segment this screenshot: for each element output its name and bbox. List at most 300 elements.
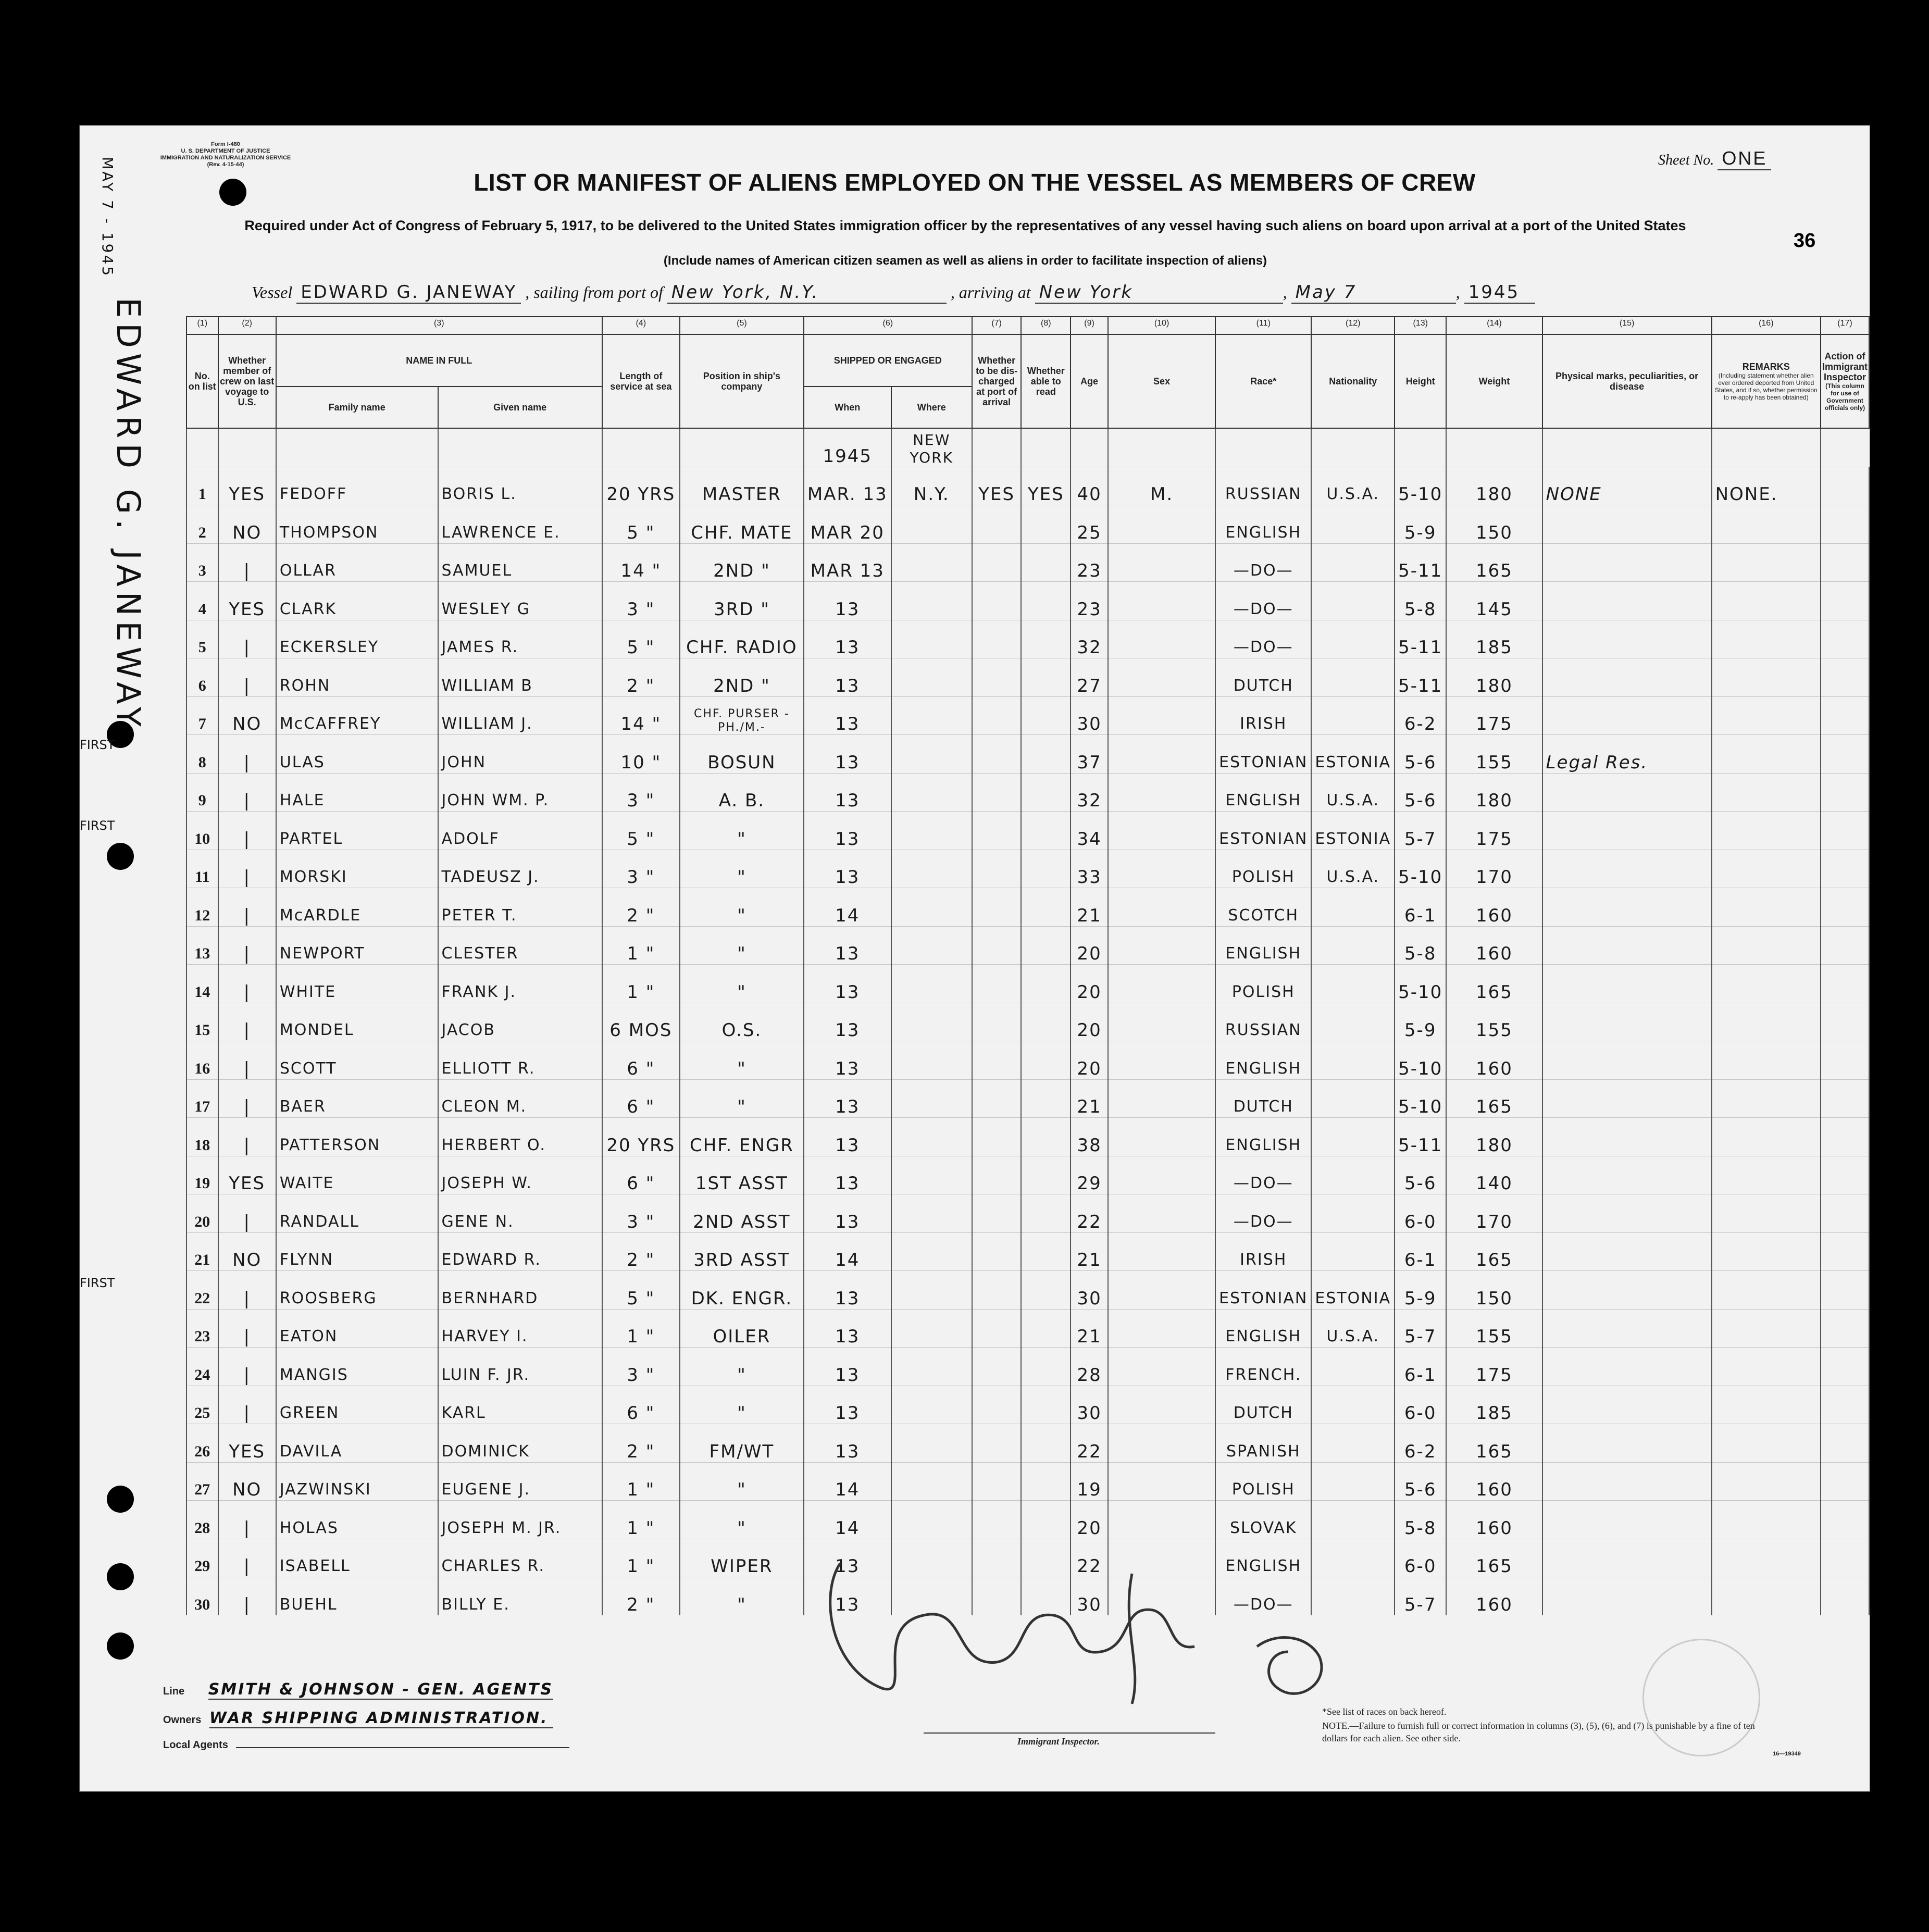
given-name-cell: GENE N. [438, 1194, 602, 1233]
header-prev-voyage: Whether member of crew on last voyage to U.S. [218, 334, 276, 428]
physical-marks-cell [1542, 1577, 1712, 1615]
race-cell: DUTCH [1215, 1386, 1311, 1424]
prev-voyage-cell: | [218, 1386, 276, 1424]
where-cell [891, 1309, 972, 1348]
service-length-cell: 5 " [602, 620, 680, 658]
when-cell: 13 [804, 965, 891, 1003]
where-annotation: NEW YORK [891, 428, 972, 467]
age-cell: 21 [1071, 1309, 1108, 1348]
weight-cell: 160 [1446, 888, 1542, 927]
height-cell: 6-0 [1395, 1194, 1446, 1233]
position-cell: " [680, 812, 804, 850]
position-cell: CHF. PURSER -PH./M.- [680, 696, 804, 735]
height-cell: 5-10 [1395, 965, 1446, 1003]
header-action-title: Action of Immigrant Inspector [1822, 351, 1868, 382]
where-cell [891, 965, 972, 1003]
remarks-cell [1712, 1386, 1821, 1424]
arrival-year: 1945 [1464, 282, 1535, 304]
when-cell: 13 [804, 812, 891, 850]
family-name-cell: HOLAS [276, 1501, 438, 1539]
document-title: LIST OR MANIFEST OF ALIENS EMPLOYED ON THE VESSEL AS MEMBERS OF CREW [474, 169, 1476, 196]
family-name-cell: CLARK [276, 582, 438, 620]
row-number: 18 [186, 1118, 218, 1156]
remarks-cell [1712, 1348, 1821, 1386]
able-read-cell [1021, 1156, 1071, 1194]
when-cell: 13 [804, 773, 891, 812]
weight-cell: 180 [1446, 1118, 1542, 1156]
family-name-cell: NEWPORT [276, 926, 438, 965]
prev-voyage-cell: | [218, 1577, 276, 1615]
race-cell: RUSSIAN [1215, 467, 1311, 505]
header-where: Where [891, 387, 972, 428]
when-cell: 13 [804, 1348, 891, 1386]
inspector-action-cell [1821, 1424, 1869, 1463]
crew-row [186, 1348, 1869, 1386]
row-number: 23 [186, 1309, 218, 1348]
age-cell: 23 [1071, 543, 1108, 582]
discharge-cell [972, 1079, 1022, 1118]
position-cell: CHF. RADIO [680, 620, 804, 658]
service-length-cell: 3 " [602, 1194, 680, 1233]
remarks-cell [1712, 543, 1821, 582]
physical-marks-cell [1542, 1041, 1712, 1080]
age-cell: 19 [1071, 1462, 1108, 1501]
row-number: 1 [186, 467, 218, 505]
sex-cell [1108, 582, 1215, 620]
nationality-cell: U.S.A. [1311, 1309, 1395, 1348]
service-length-cell: 20 YRS [602, 1118, 680, 1156]
able-read-cell [1021, 850, 1071, 888]
remarks-cell [1712, 1501, 1821, 1539]
header-able-read: Whether able to read [1021, 334, 1071, 428]
height-cell: 5-7 [1395, 812, 1446, 850]
able-read-cell [1021, 1079, 1071, 1118]
service-length-cell: 5 " [602, 1271, 680, 1310]
given-name-cell: EDWARD R. [438, 1232, 602, 1271]
height-cell: 5-6 [1395, 1462, 1446, 1501]
family-name-cell: WAITE [276, 1156, 438, 1194]
given-name-cell: BILLY E. [438, 1577, 602, 1615]
prev-voyage-cell: | [218, 888, 276, 927]
column-number: (12) [1311, 317, 1395, 334]
prev-voyage-cell: | [218, 773, 276, 812]
document-note: (Include names of American citizen seamen as well as aliens in order to facilitate inspection of aliens) [663, 254, 1267, 268]
margin-date-stamp: MAY 7 - 1945 [99, 157, 116, 278]
age-cell: 22 [1071, 1194, 1108, 1233]
row-number: 22 [186, 1271, 218, 1310]
inspector-action-cell [1821, 467, 1869, 505]
able-read-cell [1021, 696, 1071, 735]
given-name-cell: SAMUEL [438, 543, 602, 582]
sex-cell [1108, 658, 1215, 697]
where-cell: N.Y. [891, 467, 972, 505]
race-cell: —DO— [1215, 543, 1311, 582]
able-read-cell [1021, 1232, 1071, 1271]
discharge-cell [972, 543, 1022, 582]
column-number: (11) [1215, 317, 1311, 334]
crew-row [186, 1424, 1869, 1463]
able-read-cell [1021, 658, 1071, 697]
arriving-label: , arriving at [950, 283, 1031, 302]
where-cell [891, 926, 972, 965]
crew-row [186, 467, 1869, 505]
discharge-cell [972, 773, 1022, 812]
family-name-cell: McARDLE [276, 888, 438, 927]
sex-cell [1108, 1348, 1215, 1386]
age-cell: 30 [1071, 1386, 1108, 1424]
service-length-cell: 6 " [602, 1041, 680, 1080]
when-cell: 13 [804, 1041, 891, 1080]
service-length-cell: 2 " [602, 1424, 680, 1463]
form-code: 16—19349 [1773, 1751, 1801, 1757]
inspector-action-cell [1821, 543, 1869, 582]
sex-cell [1108, 850, 1215, 888]
punch-hole [107, 1486, 134, 1513]
family-name-cell: FLYNN [276, 1232, 438, 1271]
header-age: Age [1071, 334, 1108, 428]
nationality-cell [1311, 1386, 1395, 1424]
given-name-cell: EUGENE J. [438, 1462, 602, 1501]
remarks-cell [1712, 1462, 1821, 1501]
column-number: (17) [1821, 317, 1869, 334]
nationality-cell [1311, 620, 1395, 658]
remarks-cell [1712, 812, 1821, 850]
where-cell [891, 735, 972, 774]
when-cell: MAR 20 [804, 505, 891, 544]
row-number: 16 [186, 1041, 218, 1080]
able-read-cell [1021, 1194, 1071, 1233]
weight-cell: 155 [1446, 735, 1542, 774]
given-name-cell: JACOB [438, 1003, 602, 1041]
where-cell [891, 543, 972, 582]
crew-row [186, 505, 1869, 544]
row-number: 29 [186, 1539, 218, 1577]
able-read-cell [1021, 965, 1071, 1003]
service-length-cell: 1 " [602, 1539, 680, 1577]
prev-voyage-cell: YES [218, 1424, 276, 1463]
where-cell [891, 1194, 972, 1233]
prev-voyage-cell: | [218, 543, 276, 582]
family-name-cell: HALE [276, 773, 438, 812]
sex-cell [1108, 1194, 1215, 1233]
sex-cell [1108, 1118, 1215, 1156]
inspector-action-cell [1821, 505, 1869, 544]
owners-value: WAR SHIPPING ADMINISTRATION. [209, 1709, 553, 1728]
remarks-cell [1712, 1079, 1821, 1118]
prev-voyage-cell: | [218, 1079, 276, 1118]
sailing-port: New York, N.Y. [667, 282, 947, 304]
height-cell: 5-7 [1395, 1309, 1446, 1348]
position-cell: 2ND " [680, 658, 804, 697]
family-name-cell: PATTERSON [276, 1118, 438, 1156]
footer-owners [163, 1709, 553, 1728]
where-cell [891, 1156, 972, 1194]
prev-voyage-cell: YES [218, 1156, 276, 1194]
able-read-cell: YES [1021, 467, 1071, 505]
prev-voyage-cell: | [218, 926, 276, 965]
crew-manifest-table [186, 316, 1870, 1615]
age-cell: 37 [1071, 735, 1108, 774]
weight-cell: 175 [1446, 812, 1542, 850]
discharge-cell [972, 505, 1022, 544]
physical-marks-cell [1542, 1309, 1712, 1348]
physical-marks-cell [1542, 1118, 1712, 1156]
age-cell: 32 [1071, 620, 1108, 658]
where-cell [891, 773, 972, 812]
when-cell: 13 [804, 1156, 891, 1194]
prev-voyage-cell: NO [218, 1232, 276, 1271]
race-cell: —DO— [1215, 582, 1311, 620]
age-cell: 38 [1071, 1118, 1108, 1156]
given-name-cell: WESLEY G [438, 582, 602, 620]
weight-cell: 170 [1446, 1194, 1542, 1233]
position-cell: 2ND " [680, 543, 804, 582]
sex-cell [1108, 1041, 1215, 1080]
header-sex: Sex [1108, 334, 1215, 428]
where-cell [891, 812, 972, 850]
year-annotation: 1945 [804, 428, 891, 467]
nationality-cell [1311, 1424, 1395, 1463]
service-length-cell: 2 " [602, 658, 680, 697]
where-cell [891, 1003, 972, 1041]
header-when: When [804, 387, 891, 428]
where-cell [891, 1118, 972, 1156]
header-name-in-full: NAME IN FULL [276, 334, 602, 387]
race-cell: ESTONIAN [1215, 1271, 1311, 1310]
where-cell [891, 1271, 972, 1310]
height-cell: 5-6 [1395, 1156, 1446, 1194]
age-cell: 21 [1071, 888, 1108, 927]
remarks-cell: NONE. [1712, 467, 1821, 505]
position-cell: O.S. [680, 1003, 804, 1041]
age-cell: 25 [1071, 505, 1108, 544]
family-name-cell: THOMPSON [276, 505, 438, 544]
row-number: 6 [186, 658, 218, 697]
given-name-cell: KARL [438, 1386, 602, 1424]
inspector-action-cell [1821, 926, 1869, 965]
inspector-action-cell [1821, 1003, 1869, 1041]
race-cell: SCOTCH [1215, 888, 1311, 927]
discharge-cell [972, 1041, 1022, 1080]
family-name-cell: ISABELL [276, 1539, 438, 1577]
nationality-cell [1311, 1118, 1395, 1156]
remarks-cell [1712, 850, 1821, 888]
header-action-sub: (This column for use of Government officials only) [1824, 382, 1865, 412]
header-discharged: Whether to be dis-charged at port of arrival [972, 334, 1022, 428]
given-name-cell: JOSEPH W. [438, 1156, 602, 1194]
position-cell: 3RD " [680, 582, 804, 620]
given-name-cell: LAWRENCE E. [438, 505, 602, 544]
where-cell [891, 582, 972, 620]
race-cell: SPANISH [1215, 1424, 1311, 1463]
row-number: 4 [186, 582, 218, 620]
prev-voyage-cell: | [218, 1271, 276, 1310]
given-name-cell: BORIS L. [438, 467, 602, 505]
weight-cell: 160 [1446, 926, 1542, 965]
crew-table-body [186, 428, 1869, 1615]
service-length-cell: 6 MOS [602, 1003, 680, 1041]
weight-cell: 155 [1446, 1003, 1542, 1041]
column-number: (9) [1071, 317, 1108, 334]
crew-row [186, 1462, 1869, 1501]
discharge-cell [972, 1232, 1022, 1271]
punch-hole [219, 179, 246, 206]
when-cell: 13 [804, 1003, 891, 1041]
age-cell: 20 [1071, 965, 1108, 1003]
discharge-cell [972, 696, 1022, 735]
weight-cell: 150 [1446, 505, 1542, 544]
row-number: 12 [186, 888, 218, 927]
given-name-cell: WILLIAM B [438, 658, 602, 697]
where-cell [891, 1386, 972, 1424]
nationality-cell [1311, 696, 1395, 735]
when-cell: 13 [804, 1079, 891, 1118]
vessel-name: EDWARD G. JANEWAY [296, 282, 521, 304]
age-cell: 20 [1071, 926, 1108, 965]
inspector-action-cell [1821, 965, 1869, 1003]
when-cell: 14 [804, 1232, 891, 1271]
height-cell: 6-0 [1395, 1386, 1446, 1424]
remarks-cell [1712, 658, 1821, 697]
height-cell: 5-11 [1395, 543, 1446, 582]
sex-cell [1108, 1309, 1215, 1348]
sex-cell [1108, 1424, 1215, 1463]
given-name-cell: CLEON M. [438, 1079, 602, 1118]
nationality-cell [1311, 1041, 1395, 1080]
race-cell: —DO— [1215, 1156, 1311, 1194]
remarks-cell [1712, 926, 1821, 965]
sex-cell [1108, 1462, 1215, 1501]
header-race: Race* [1215, 334, 1311, 428]
remarks-cell [1712, 1309, 1821, 1348]
form-revision: (Rev. 4-15-44) [207, 161, 244, 168]
when-cell: 14 [804, 888, 891, 927]
nationality-cell [1311, 1348, 1395, 1386]
form-department: U. S. DEPARTMENT OF JUSTICE [181, 148, 270, 154]
where-cell [891, 620, 972, 658]
service-length-cell: 1 " [602, 965, 680, 1003]
service-length-cell: 14 " [602, 696, 680, 735]
inspector-signature-line [924, 1732, 1215, 1734]
weight-cell: 165 [1446, 1539, 1542, 1577]
column-number: (15) [1542, 317, 1712, 334]
race-cell: ENGLISH [1215, 773, 1311, 812]
weight-cell: 185 [1446, 620, 1542, 658]
crew-row [186, 965, 1869, 1003]
row-number: 7 [186, 696, 218, 735]
position-cell: CHF. MATE [680, 505, 804, 544]
remarks-cell [1712, 773, 1821, 812]
crew-row [186, 735, 1869, 774]
arriving-port: New York [1035, 282, 1283, 304]
service-length-cell: 2 " [602, 1577, 680, 1615]
family-name-cell: ECKERSLEY [276, 620, 438, 658]
weight-cell: 165 [1446, 965, 1542, 1003]
service-length-cell: 6 " [602, 1156, 680, 1194]
race-cell: ENGLISH [1215, 505, 1311, 544]
nationality-cell: ESTONIA [1311, 812, 1395, 850]
given-name-cell: ELLIOTT R. [438, 1041, 602, 1080]
discharge-cell [972, 1424, 1022, 1463]
sex-cell [1108, 505, 1215, 544]
able-read-cell [1021, 543, 1071, 582]
prev-voyage-cell: | [218, 735, 276, 774]
race-cell: —DO— [1215, 1194, 1311, 1233]
where-cell [891, 1232, 972, 1271]
nationality-cell: ESTONIA [1311, 1271, 1395, 1310]
given-name-cell: CHARLES R. [438, 1539, 602, 1577]
margin-first-mark: FIRST [80, 738, 115, 752]
weight-cell: 165 [1446, 1232, 1542, 1271]
where-cell [891, 1041, 972, 1080]
discharge-cell [972, 658, 1022, 697]
height-cell: 5-8 [1395, 582, 1446, 620]
inspector-action-cell [1821, 850, 1869, 888]
sex-cell [1108, 543, 1215, 582]
row-number: 25 [186, 1386, 218, 1424]
given-name-cell: JOSEPH M. JR. [438, 1501, 602, 1539]
inspector-action-cell [1821, 1309, 1869, 1348]
header-physical: Physical marks, peculiarities, or disease [1542, 334, 1712, 428]
sex-cell [1108, 773, 1215, 812]
family-name-cell: EATON [276, 1309, 438, 1348]
height-cell: 5-9 [1395, 1271, 1446, 1310]
given-name-cell: HERBERT O. [438, 1118, 602, 1156]
physical-marks-cell: NONE [1542, 467, 1712, 505]
physical-marks-cell [1542, 1462, 1712, 1501]
sheet-number [1658, 147, 1771, 170]
weight-cell: 175 [1446, 1348, 1542, 1386]
when-cell: MAR 13 [804, 543, 891, 582]
prev-voyage-cell: | [218, 658, 276, 697]
height-cell: 6-1 [1395, 1232, 1446, 1271]
given-name-cell: JAMES R. [438, 620, 602, 658]
weight-cell: 150 [1446, 1271, 1542, 1310]
inspector-action-cell [1821, 1271, 1869, 1310]
row-number: 17 [186, 1079, 218, 1118]
age-cell: 40 [1071, 467, 1108, 505]
where-cell [891, 658, 972, 697]
given-name-cell: ADOLF [438, 812, 602, 850]
given-name-cell: PETER T. [438, 888, 602, 927]
header-shipped: SHIPPED OR ENGAGED [804, 334, 972, 387]
remarks-cell [1712, 1118, 1821, 1156]
inspector-action-cell [1821, 658, 1869, 697]
inspector-action-cell [1821, 1386, 1869, 1424]
race-cell: FRENCH. [1215, 1348, 1311, 1386]
crew-row [186, 658, 1869, 697]
discharge-cell [972, 1118, 1022, 1156]
inspector-action-cell [1821, 1232, 1869, 1271]
nationality-cell [1311, 1232, 1395, 1271]
when-cell: 13 [804, 735, 891, 774]
discharge-cell: YES [972, 467, 1022, 505]
height-cell: 6-2 [1395, 696, 1446, 735]
header-position: Position in ship's company [680, 334, 804, 428]
when-cell: 13 [804, 1118, 891, 1156]
weight-cell: 180 [1446, 773, 1542, 812]
remarks-cell [1712, 1003, 1821, 1041]
weight-cell: 165 [1446, 1424, 1542, 1463]
weight-cell: 170 [1446, 850, 1542, 888]
crew-row [186, 1386, 1869, 1424]
prev-voyage-cell: | [218, 965, 276, 1003]
prev-voyage-cell: NO [218, 505, 276, 544]
family-name-cell: SCOTT [276, 1041, 438, 1080]
service-length-cell: 3 " [602, 773, 680, 812]
position-cell: MASTER [680, 467, 804, 505]
discharge-cell [972, 812, 1022, 850]
